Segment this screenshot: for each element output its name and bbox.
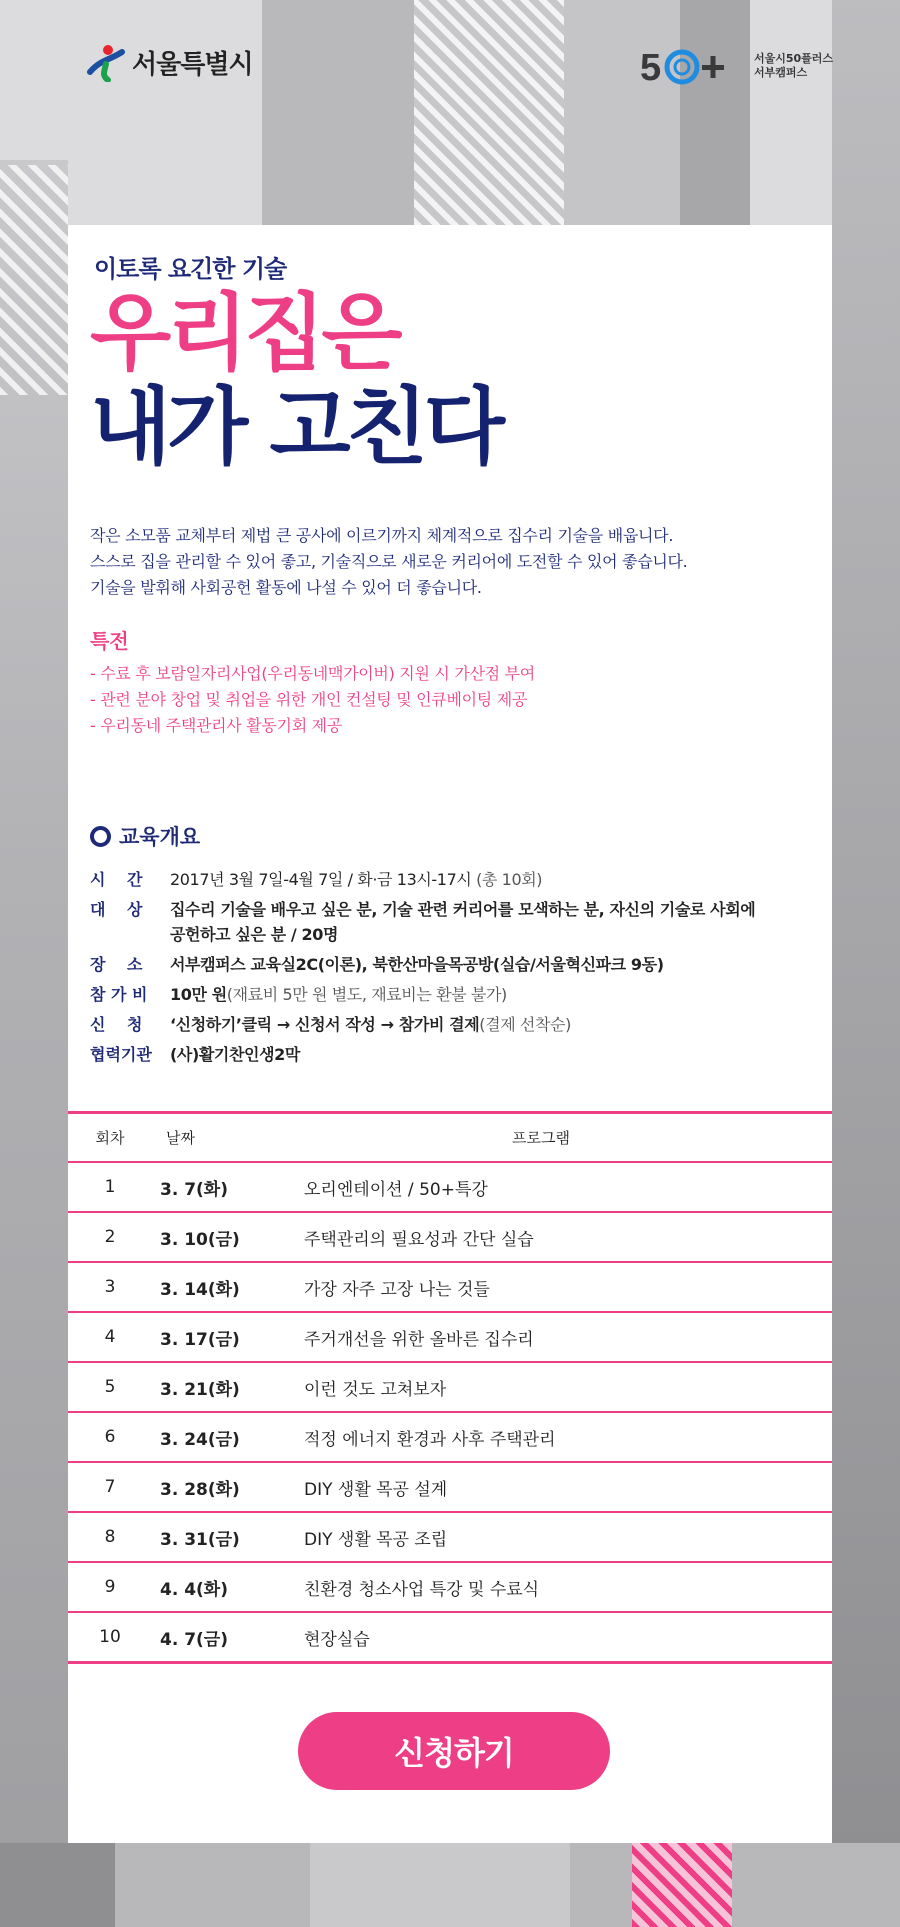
table-row (68, 1213, 832, 1263)
bg-left-panel (0, 160, 68, 1927)
bg-right-panel (832, 0, 900, 1927)
bg-left-stripes (0, 165, 68, 395)
overview-info (90, 867, 810, 1072)
bg-bottom-panel (0, 1843, 900, 1927)
cell-date: 3. 7(화) (160, 1179, 228, 1200)
info-value (170, 1012, 810, 1037)
benefit-item: - 우리동네 주택관리사 활동기회 제공 (90, 716, 342, 735)
header-no: 회차 (95, 1129, 125, 1147)
main-card (68, 225, 832, 1843)
info-label: 시 간 (90, 870, 143, 889)
overview-heading (90, 821, 200, 851)
cell-date: 3. 28(화) (160, 1479, 240, 1500)
info-label: 대 상 (90, 900, 143, 919)
info-value-text: 서부캠퍼스 교육실2C(이론), 북한산마을목공방(실습/서울혁신파크 9동) (170, 955, 664, 974)
benefits-list (90, 661, 535, 739)
cell-program: 적정 에너지 환경과 사후 주택관리 (304, 1429, 556, 1450)
info-value-text: 10만 원 (170, 985, 227, 1004)
50plus-logo[interactable] (640, 44, 833, 88)
bg-pink-stripes (632, 1843, 732, 1927)
overview-title: 교육개요 (119, 825, 201, 849)
table-row (68, 1613, 832, 1664)
intro-line: 기술을 발휘해 사회공헌 활동에 나설 수 있어 더 좋습니다. (90, 578, 482, 597)
cell-date: 3. 31(금) (160, 1529, 240, 1550)
info-label: 신 청 (90, 1015, 143, 1034)
intro-line: 작은 소모품 교체부터 제법 큰 공사에 이르기까지 체계적으로 집수리 기술을 배웁니다. (90, 526, 674, 545)
cell-program: DIY 생활 목공 조립 (304, 1529, 448, 1550)
50plus-emblem-icon (640, 44, 748, 88)
cell-date: 3. 21(화) (160, 1379, 240, 1400)
cell-no: 10 (99, 1627, 121, 1647)
cell-program: 가장 자주 고장 나는 것들 (304, 1279, 490, 1300)
info-row-target (90, 897, 810, 947)
cell-date: 4. 4(화) (160, 1579, 228, 1600)
cell-program: 주택관리의 필요성과 간단 실습 (304, 1229, 534, 1250)
info-label: 참 가 비 (90, 985, 148, 1004)
cell-program: 오리엔테이션 / 50+특강 (304, 1179, 488, 1200)
cell-no: 2 (104, 1227, 116, 1247)
seoul-logo[interactable] (86, 42, 253, 82)
info-value-note: (총 10회) (476, 870, 543, 889)
info-label: 협력기관 (90, 1045, 152, 1064)
hero-title-line2: 내가 고친다 (90, 378, 501, 476)
table-row (68, 1563, 832, 1613)
cell-no: 8 (104, 1527, 116, 1547)
intro-paragraph (90, 523, 810, 601)
info-value (170, 1042, 810, 1067)
cell-no: 3 (104, 1277, 116, 1297)
cell-program: 현장실습 (304, 1629, 370, 1650)
seoul-emblem-icon (86, 42, 126, 82)
table-row (68, 1463, 832, 1513)
cell-date: 4. 7(금) (160, 1629, 228, 1650)
cell-program: 주거개선을 위한 올바른 집수리 (304, 1329, 534, 1350)
apply-button[interactable]: 신청하기 (298, 1712, 610, 1790)
benefit-item: - 관련 분야 창업 및 취업을 위한 개인 컨설팅 및 인큐베이팅 제공 (90, 690, 528, 709)
hero-title-line1: 우리집은 (90, 284, 399, 382)
info-row-place (90, 952, 810, 977)
schedule-table (68, 1111, 832, 1664)
bg-band (564, 0, 680, 225)
info-label: 장 소 (90, 955, 143, 974)
cell-program: 이런 것도 고쳐보자 (304, 1379, 447, 1400)
header-date: 날짜 (166, 1129, 195, 1147)
info-value-text: 2017년 3월 7일-4월 7일 / 화·금 13시-17시 (170, 870, 477, 889)
table-header (68, 1114, 832, 1163)
info-row-time (90, 867, 810, 892)
cell-no: 9 (104, 1577, 116, 1597)
svg-text:5: 5 (640, 47, 662, 88)
info-row-fee (90, 982, 810, 1007)
cell-no: 7 (104, 1477, 116, 1497)
cell-program: DIY 생활 목공 설계 (304, 1479, 448, 1500)
bg-stripe-band (414, 0, 564, 225)
info-value (170, 867, 810, 892)
cell-no: 6 (104, 1427, 116, 1447)
info-value-text: (사)활기찬인생2막 (170, 1045, 300, 1064)
info-value-note: (결제 선착순) (479, 1015, 571, 1034)
table-row (68, 1163, 832, 1213)
info-row-apply (90, 1012, 810, 1037)
info-value (170, 897, 810, 947)
info-value (170, 952, 810, 977)
hero-eyebrow: 이토록 요긴한 기술 (94, 255, 287, 283)
cell-date: 3. 17(금) (160, 1329, 240, 1350)
50plus-logo-line1: 서울시50플러스 (754, 52, 834, 65)
cell-no: 1 (104, 1177, 116, 1197)
ring-bullet-icon (90, 826, 111, 847)
cell-program: 친환경 청소사업 특강 및 수료식 (304, 1579, 540, 1600)
info-value-text: 집수리 기술을 배우고 싶은 분, 기술 관련 커리어를 모색하는 분, 자신의 기술로 사회에 (170, 900, 756, 919)
cell-date: 3. 14(화) (160, 1279, 240, 1300)
cell-no: 4 (104, 1327, 116, 1347)
bg-band (680, 0, 750, 225)
table-row (68, 1363, 832, 1413)
50plus-logo-text (754, 52, 833, 80)
seoul-logo-text: 서울특별시 (132, 49, 253, 80)
50plus-logo-line2: 서부캠퍼스 (754, 66, 808, 79)
table-row (68, 1513, 832, 1563)
header-program: 프로그램 (512, 1129, 570, 1147)
cell-no: 5 (104, 1377, 116, 1397)
intro-line: 스스로 집을 관리할 수 있어 좋고, 기술직으로 새로운 커리어에 도전할 수 있어 좋습니다. (90, 552, 688, 571)
table-row (68, 1263, 832, 1313)
table-row (68, 1313, 832, 1363)
info-value-text: ‘신청하기’클릭 → 신청서 작성 → 참가비 결제 (170, 1015, 480, 1034)
table-row (68, 1413, 832, 1463)
bg-band (262, 0, 414, 225)
cell-date: 3. 24(금) (160, 1429, 240, 1450)
benefit-item: - 수료 후 보람일자리사업(우리동네맥가이버) 지원 시 가산점 부여 (90, 664, 535, 683)
benefits-title: 특전 (90, 629, 129, 653)
cell-date: 3. 10(금) (160, 1229, 240, 1250)
info-value-note: (재료비 5만 원 별도, 재료비는 환불 불가) (226, 985, 507, 1004)
info-value-text: 공헌하고 싶은 분 / 20명 (170, 925, 339, 944)
info-value (170, 982, 810, 1007)
info-row-partner (90, 1042, 810, 1067)
